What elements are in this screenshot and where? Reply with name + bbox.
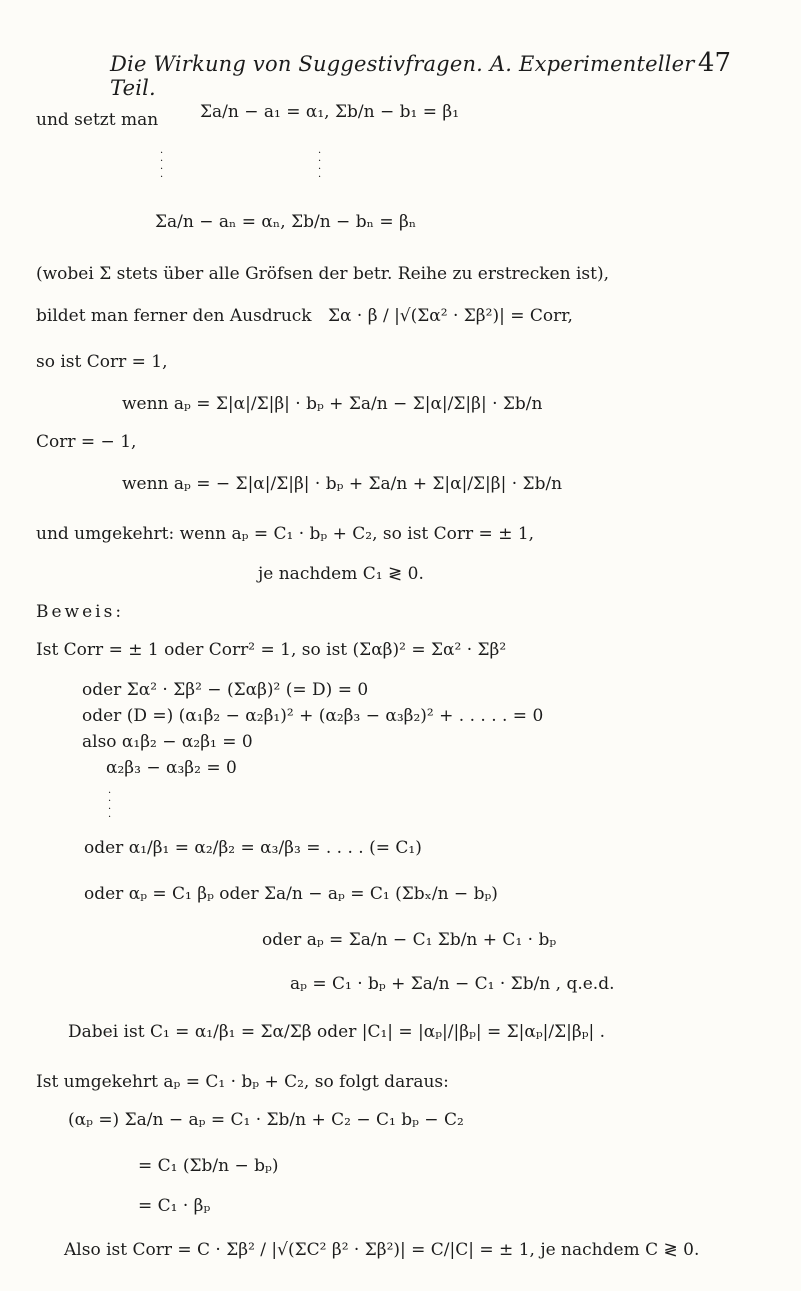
formula-line: Also ist Corr = C · Σβ² / |√(ΣC² β² · Σβ²)| = C/|C| = ± 1, je nachdem C ≷ 0.: [64, 1240, 700, 1260]
text-line: je nachdem C₁ ≷ 0.: [258, 564, 424, 584]
formula-line: oder (D =) (α₁β₂ − α₂β₁)² + (α₂β₃ − α₃β₂)² + . . . . . = 0: [82, 706, 544, 726]
page-header: [80, 46, 731, 100]
formula-line: oder αₚ = C₁ βₚ oder Σa/n − aₚ = C₁ (Σbₓ/n − bₚ): [84, 884, 498, 904]
formula-line: oder aₚ = Σa/n − C₁ Σb/n + C₁ · bₚ: [262, 930, 557, 950]
formula-line: aₚ = C₁ · bₚ + Σa/n − C₁ · Σb/n , q.e.d.: [290, 974, 615, 994]
page-number: 47: [697, 48, 731, 78]
text-line: (wobei Σ stets über alle Gröfsen der betr. Reihe zu erstrecken ist),: [36, 264, 609, 284]
running-title: Die Wirkung von Suggestivfragen. A. Experimenteller Teil.: [110, 52, 695, 100]
text-line: bildet man ferner den Ausdruck: [36, 306, 312, 326]
formula-line: Σα · β / |√(Σα² · Σβ²)| = Corr,: [328, 306, 573, 326]
ellipsis-vertical: · · · ·: [108, 788, 112, 823]
formula-line: wenn aₚ = Σ|α|/Σ|β| · bₚ + Σa/n − Σ|α|/Σ|β| · Σb/n: [122, 394, 543, 414]
text-line: und setzt man: [36, 110, 159, 130]
formula-line: (αₚ =) Σa/n − aₚ = C₁ · Σb/n + C₂ − C₁ bₚ − C₂: [68, 1110, 464, 1130]
formula-line: Σa/n − a₁ = α₁, Σb/n − b₁ = β₁: [200, 102, 460, 122]
formula-line: Dabei ist C₁ = α₁/β₁ = Σα/Σβ oder |C₁| = |αₚ|/|βₚ| = Σ|αₚ|/Σ|βₚ| .: [68, 1022, 606, 1042]
text-line: Ist umgekehrt aₚ = C₁ · bₚ + C₂, so folgt daraus:: [36, 1072, 449, 1092]
formula-line: = C₁ (Σb/n − bₚ): [138, 1156, 279, 1176]
text-line: und umgekehrt: wenn aₚ = C₁ · bₚ + C₂, so ist Corr = ± 1,: [36, 524, 535, 544]
formula-line: wenn aₚ = − Σ|α|/Σ|β| · bₚ + Σa/n + Σ|α|/Σ|β| · Σb/n: [122, 474, 563, 494]
text-line: Ist Corr = ± 1 oder Corr² = 1, so ist (Σαβ)² = Σα² · Σβ²: [36, 640, 507, 660]
formula-line: oder Σα² · Σβ² − (Σαβ)² (= D) = 0: [82, 680, 369, 700]
text-line: so ist Corr = 1,: [36, 352, 168, 372]
ellipsis-vertical: · · · ·: [318, 148, 322, 183]
formula-line: also α₁β₂ − α₂β₁ = 0: [82, 732, 253, 752]
formula-line: α₂β₃ − α₃β₂ = 0: [106, 758, 237, 778]
formula-line: = C₁ · βₚ: [138, 1196, 211, 1216]
formula-line: oder α₁/β₁ = α₂/β₂ = α₃/β₃ = . . . . (= C₁): [84, 838, 422, 858]
text-line: Corr = − 1,: [36, 432, 137, 452]
section-heading: Beweis:: [36, 602, 125, 622]
formula-line: Σa/n − aₙ = αₙ, Σb/n − bₙ = βₙ: [155, 212, 417, 232]
ellipsis-vertical: · · · ·: [160, 148, 164, 183]
